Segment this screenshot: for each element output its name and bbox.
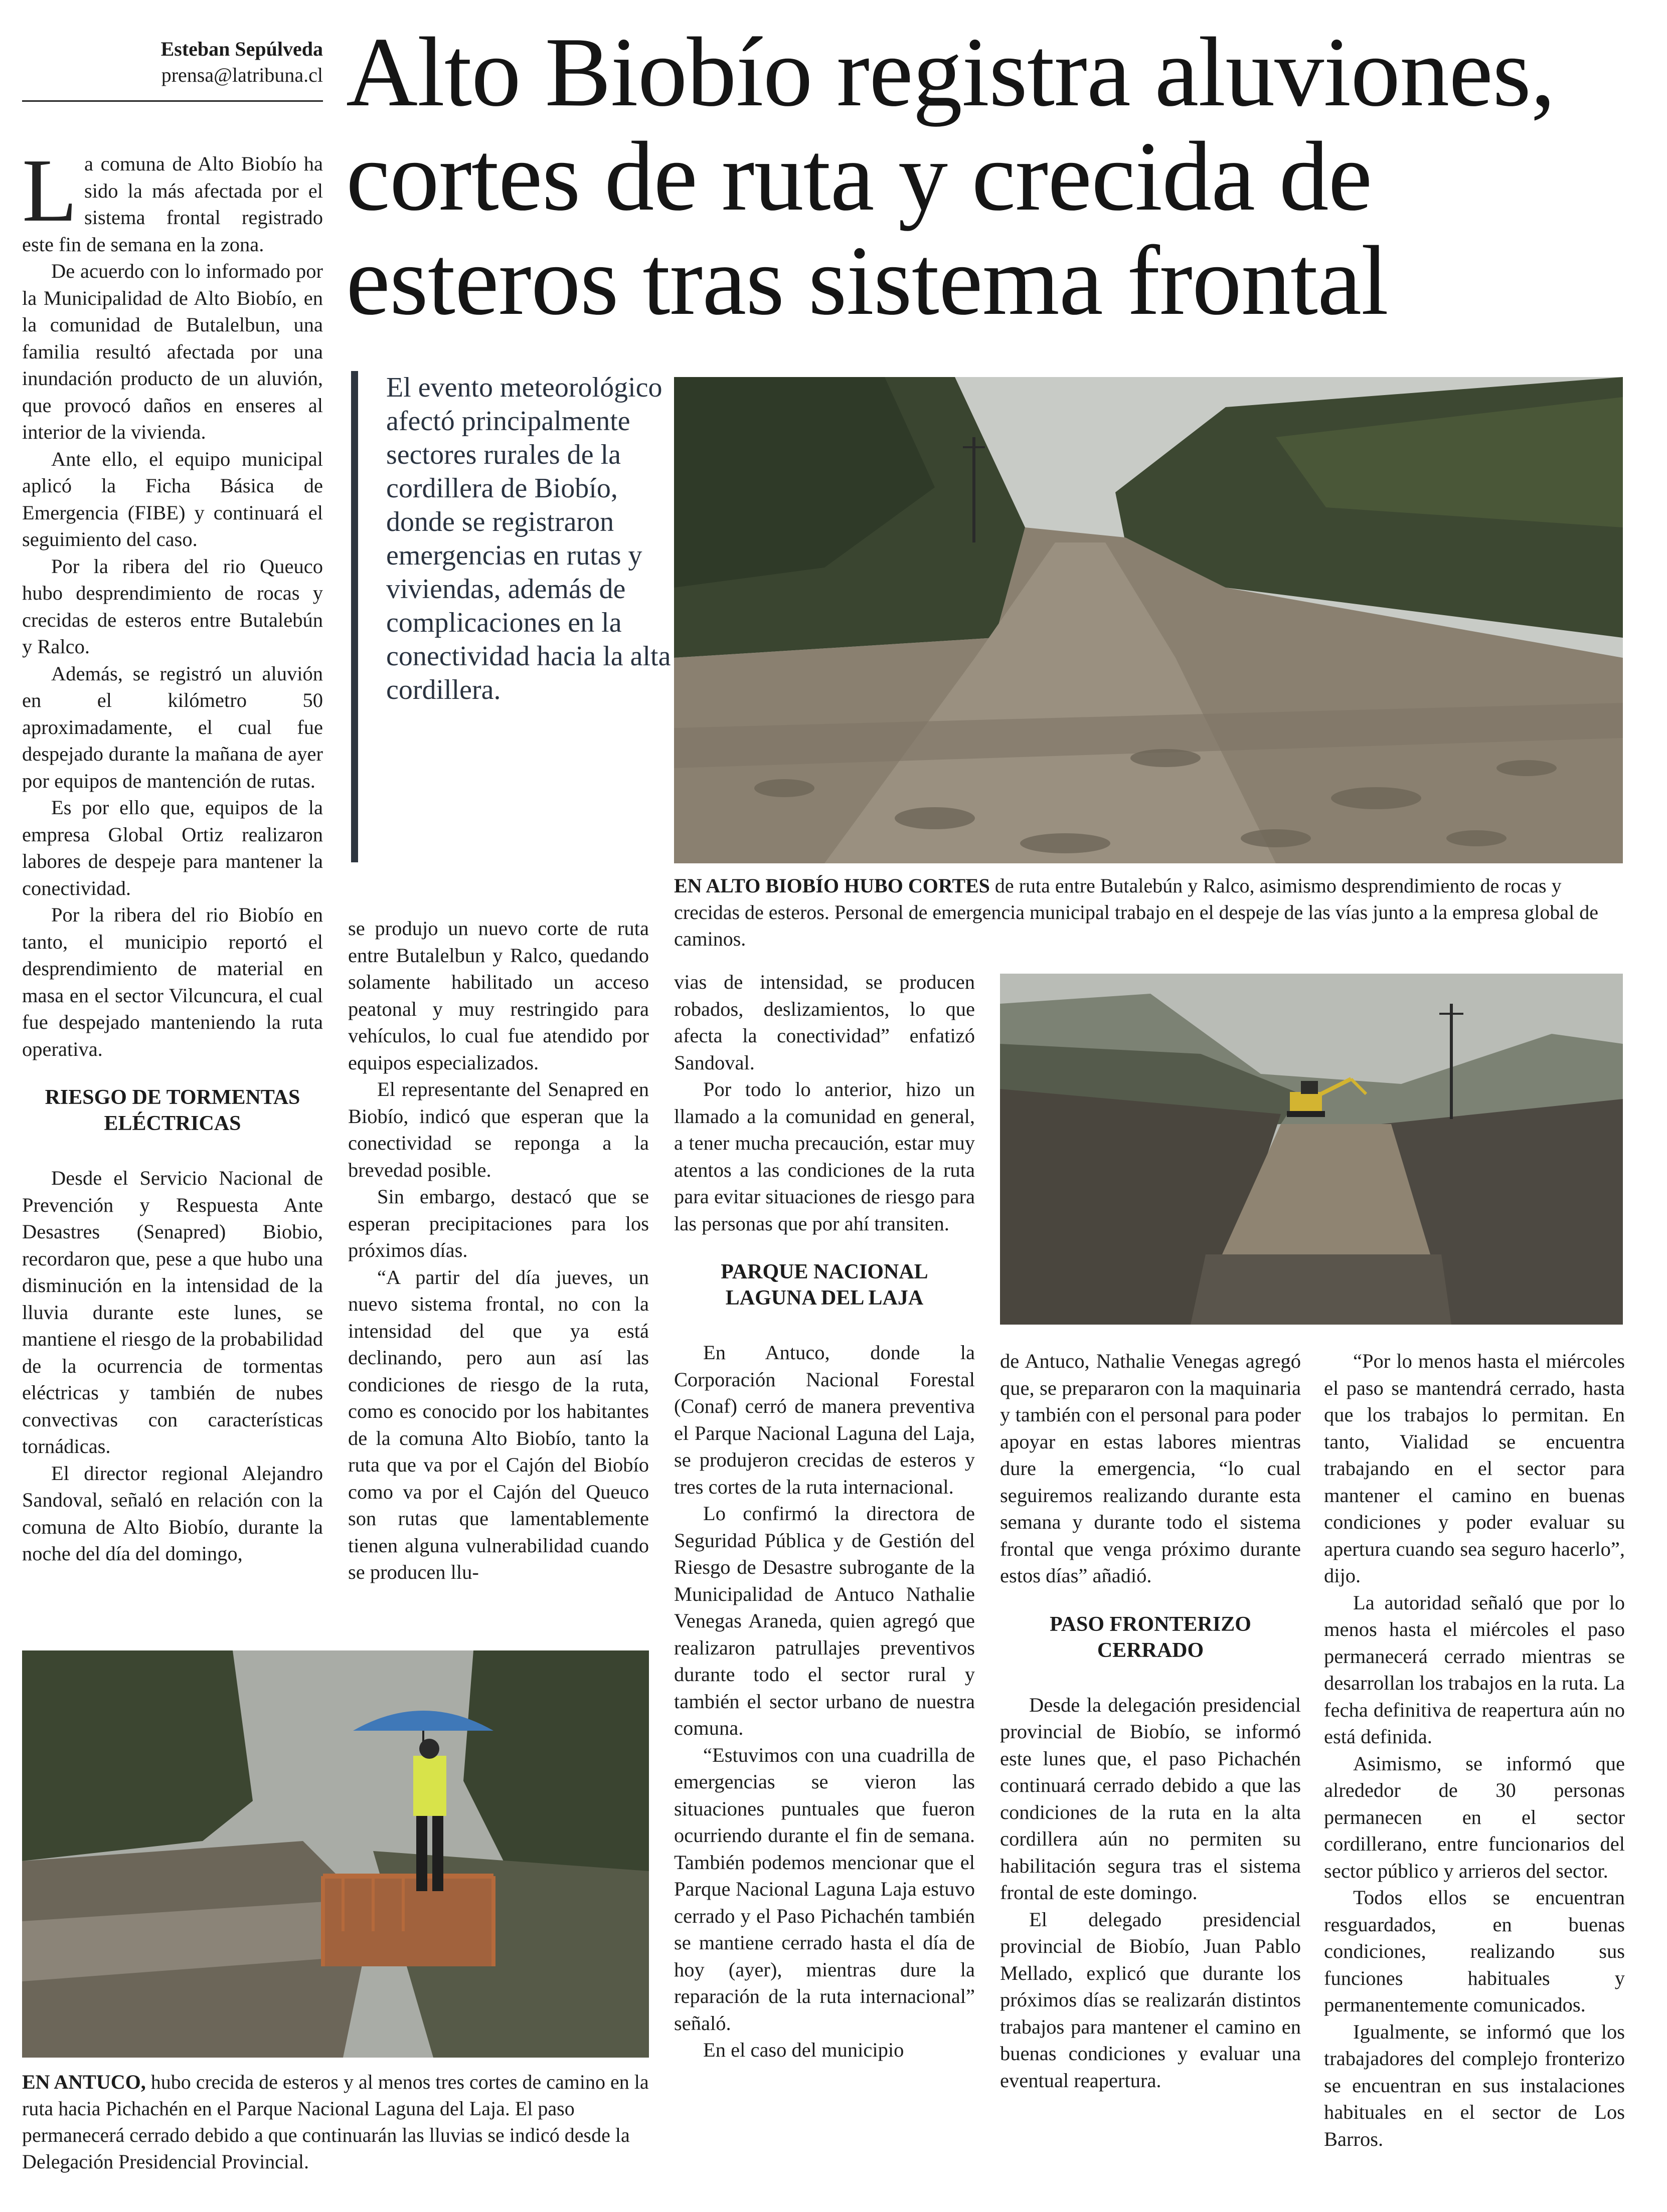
caption-photo-3: [22, 2069, 649, 2175]
column-5: [1324, 1348, 1625, 2152]
photo-antuco-bridge: [22, 1650, 649, 2058]
paragraph: “A partir del día jueves, un nuevo sistema frontal, no con la intensidad del que ya está declinando, pero aun así las condiciones de riesgo de la ruta, como es conocido por los habitantes de la comuna Alto Biobío, tanto la ruta que va por el Cajón del Biobío como va por el Cajón del Queuco son rutas que lamentablemente tienen alguna vulnerabilidad cuando se producen llu-: [348, 1265, 649, 1583]
column-3: [674, 969, 975, 2064]
photo-bridge-illustration: [22, 1650, 649, 2058]
paragraph: Además, se registró un aluvión en el kilómetro 50 aproximadamente, el cual fue despejado durante la mañana de ayer por equipos de mantención de rutas.: [22, 662, 323, 792]
paragraph: Lo confirmó la directora de Seguridad Pública y de Gestión del Riesgo de Desastre subrogante de la Municipalidad de Antuco Nathalie Venegas Araneda, quien agregó que realizaron patrullajes preventivos durante todo el sector rural y también el sector urbano de nuestra comuna.: [674, 1502, 975, 1739]
caption-lead: EN ALTO BIOBÍO HUBO CORTES: [674, 874, 990, 897]
paragraph: [22, 140, 323, 258]
author-name: Esteban Sepúlveda: [160, 38, 323, 60]
paragraph: En el caso del municipio: [703, 2039, 904, 2061]
photo-excavator-illustration: [1000, 974, 1623, 1325]
drop-cap: L: [22, 140, 77, 240]
paragraph: vias de intensidad, se producen robados, deslizamientos, lo que afecta la conectividad” enfatizó Sandoval.: [674, 971, 975, 1074]
photo-flooded-road-excavator: [1000, 974, 1623, 1325]
paragraph-text: a comuna de Alto Biobío ha sido la más afectada por el sistema frontal registrado este fin de semana en la zona.: [22, 152, 323, 256]
paragraph: Sin embargo, destacó que se esperan precipitaciones para los próximos días.: [348, 1185, 649, 1261]
paragraph: Asimismo, se informó que alrededor de 30 personas permanecen en el sector cordillerano, entre funcionarios del sector público y arrieros del sector.: [1324, 1752, 1625, 1882]
paragraph: Por la ribera del rio Queuco hubo desprendimiento de rocas y crecidas de esteros entre Butalebún y Ralco.: [22, 555, 323, 658]
subhead: PASO FRONTERIZO CERRADO: [1050, 1612, 1251, 1662]
paragraph: Todos ellos se encuentran resguardados, en buenas condiciones, realizando sus funciones habituales y permanentemente comunicados.: [1324, 1886, 1625, 2016]
pull-quote: El evento meteorológico afectó principalmente sectores rurales de la cordillera de Biobío, donde se registraron emergencias en rutas y viviendas, además de complicaciones en la conectividad hacia la alta cordillera.: [386, 372, 671, 705]
paragraph: se produjo un nuevo corte de ruta entre Butalelbun y Ralco, quedando solamente habilitado un acceso peatonal y muy restringido para vehículos, lo cual fue atendido por equipos especializados.: [348, 917, 649, 1074]
author-email: prensa@latribuna.cl: [161, 64, 323, 86]
paragraph: Desde la delegación presidencial provincial de Biobío, se informó este lunes que, el paso Pichachén continuará cerrado debido a que las condiciones de la ruta en la alta cordillera aún no permiten su habilitación segura tras el sistema frontal de este domingo.: [1000, 1693, 1301, 1904]
paragraph: En Antuco, donde la Corporación Nacional Forestal (Conaf) cerró de manera preventiva el Parque Nacional Laguna del Laja, se produjeron crecidas de esteros y tres cortes de la ruta internacional.: [674, 1341, 975, 1498]
photo-road-illustration: [674, 377, 1623, 863]
paragraph: El director regional Alejandro Sandoval, señaló en relación con la comuna de Alto Biobío, durante la noche del día del domingo,: [22, 1461, 323, 1565]
caption-text: hubo crecida de esteros y al menos tres cortes de camino en la ruta hacia Pichachén en el Parque Nacional Laguna del Laja. El paso permanecerá cerrado debido a que continuarán las lluvias se indicó desde la Delegación Presidencial Provincial.: [22, 2071, 649, 2173]
column-2: [348, 915, 649, 1586]
paragraph: “Estuvimos con una cuadrilla de emergencias se vieron las situaciones puntuales que fueron ocurriendo durante el fin de semana. También podemos mencionar que el Parque Nacional Laguna Laja estuvo cerrado y el Paso Pichachén también se mantiene cerrado hasta el día de hoy (ayer), mientras dure la reparación de la ruta internacional” señaló.: [674, 1743, 975, 2035]
subhead: RIESGO DE TORMENTAS ELÉCTRICAS: [45, 1086, 300, 1135]
paragraph: De acuerdo con lo informado por la Municipalidad de Alto Biobío, en la comunidad de Butalelbun, una familia resultó afectada por una inundación producto de un aluvión, que provocó daños en enseres al interior de la vivienda.: [22, 260, 323, 443]
paragraph: Por todo lo anterior, hizo un llamado a la comunidad en general, a tener mucha precaución, estar muy atentos a las condiciones de la ruta para evitar situaciones de riesgo para las personas que por ahí transiten.: [674, 1078, 975, 1235]
caption-photo-1: [674, 872, 1622, 952]
paragraph: El representante del Senapred en Biobío, indicó que esperan que la conectividad se reponga a la brevedad posible.: [348, 1078, 649, 1181]
subhead: PARQUE NACIONAL LAGUNA DEL LAJA: [721, 1260, 928, 1310]
paragraph: La autoridad señaló que por lo menos hasta el miércoles el paso permanecerá cerrado mientras se desarrollan los trabajos en la ruta. La fecha definitiva de reapertura aún no está definida.: [1324, 1591, 1625, 1748]
column-1: [22, 140, 323, 1567]
paragraph: El delegado presidencial provincial de Biobío, Juan Pablo Mellado, explicó que durante los próximos días se realizarán distintos trabajos para mantener el camino en buenas condiciones y evaluar una eventual reapertura.: [1000, 1908, 1301, 2092]
paragraph: Igualmente, se informó que los trabajadores del complejo fronterizo se encuentran en sus instalaciones habituales en el sector de Los Barros.: [1324, 2020, 1625, 2150]
paragraph: Es por ello que, equipos de la empresa Global Ortiz realizaron labores de despeje para mantener la conectividad.: [22, 796, 323, 899]
paragraph: “Por lo menos hasta el miércoles el paso se mantendrá cerrado, hasta que los trabajos lo permitan. En tanto, Vialidad se encuentra trabajando en el sector para mantener el camino en buenas condiciones y poder evaluar su apertura cuando sea seguro hacerlo”, dijo.: [1324, 1350, 1625, 1587]
paragraph: Ante ello, el equipo municipal aplicó la Ficha Básica de Emergencia (FIBE) y continuará el seguimiento del caso.: [22, 447, 323, 550]
photo-alto-biobio-road: [674, 377, 1623, 863]
paragraph: Por la ribera del rio Biobío en tanto, el municipio reportó el desprendimiento de material en masa en el sector Vilcuncura, el cual fue despejado manteniendo la ruta operativa.: [22, 903, 323, 1060]
column-4: [1000, 1348, 1301, 2094]
caption-text: de ruta entre Butalebún y Ralco, asimismo desprendimiento de rocas y crecidas de esteros. Personal de emergencia municipal trabajo en el despeje de las vías junto a la empresa global de caminos.: [674, 874, 1598, 950]
paragraph: Desde el Servicio Nacional de Prevención y Respuesta Ante Desastres (Senapred) Biobio, recordaron que, pese a que hubo una disminución en la intensidad de la lluvia durante este lunes, se mantiene el riesgo de la probabilidad de la ocurrencia de tormentas eléctricas y también de nubes convectivas con características tornádicas.: [22, 1167, 323, 1457]
bridge-icon: [323, 1876, 493, 1966]
byline-rule: [22, 100, 323, 102]
paragraph: de Antuco, Nathalie Venegas agregó que, se prepararon con la maquinaria y también con el personal para poder apoyar en estas labores mientras dure la emergencia, “lo cual seguiremos realizando durante esta semana y durante todo el sistema frontal que venga próximo durante estos días” añadió.: [1000, 1350, 1301, 1587]
caption-lead: EN ANTUCO,: [22, 2071, 146, 2093]
headline: Alto Biobío registra aluviones, cortes de ruta y crecida de esteros tras sistema frontal: [346, 17, 1555, 335]
byline: [22, 36, 323, 88]
